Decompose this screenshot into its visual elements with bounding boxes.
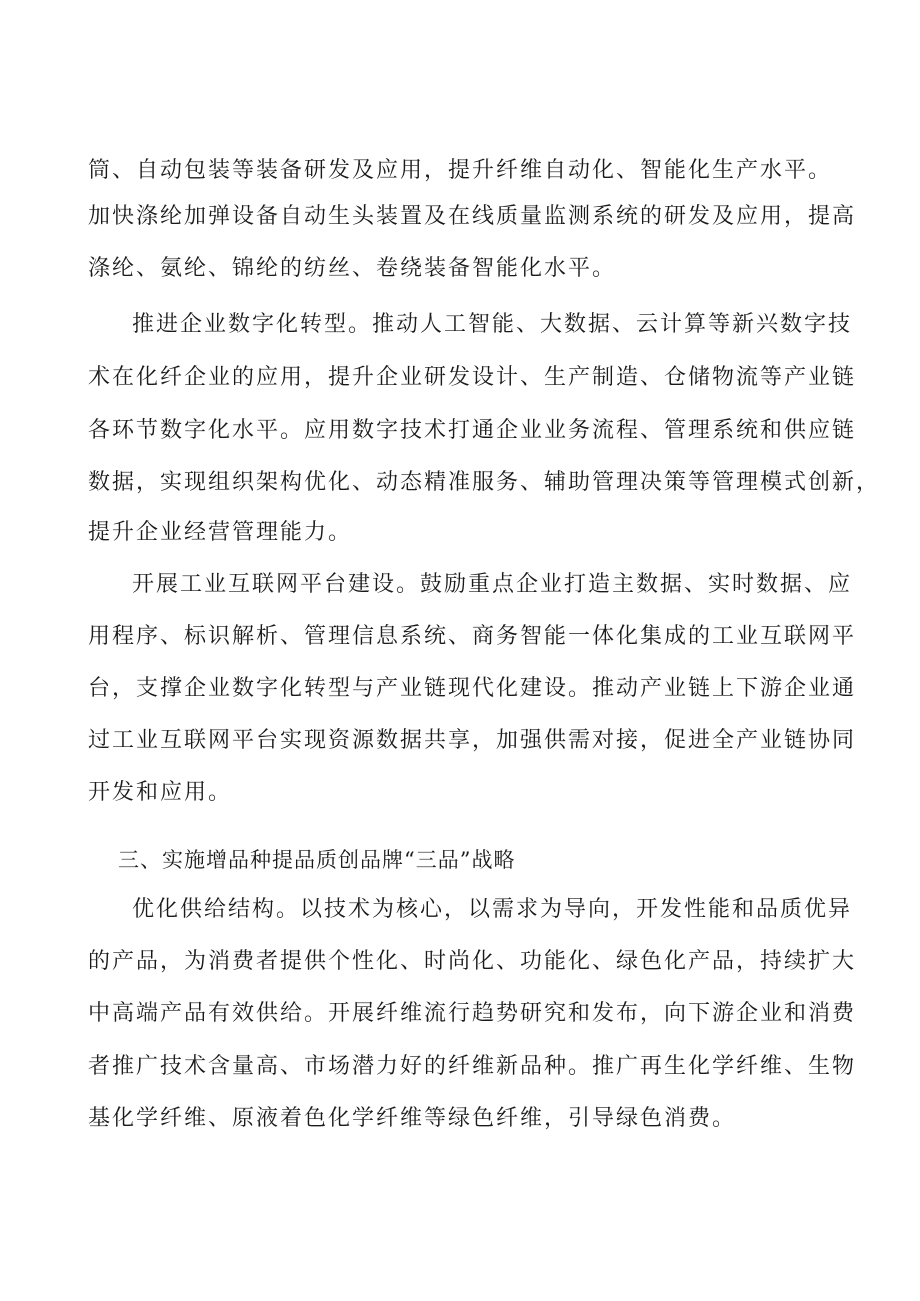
text-line: 台，支撑企业数字化转型与产业链现代化建设。推动产业链上下游企业通 xyxy=(88,676,857,701)
text-line: 加快涤纶加弹设备自动生头装置及在线质量监测系统的研发及应用，提高 xyxy=(88,204,857,229)
text-line: 用程序、标识解析、管理信息系统、商务智能一体化集成的工业互联网平 xyxy=(88,624,857,649)
section-heading: 三、实施增品种提品质创品牌“三品”战略 xyxy=(118,848,516,872)
text-line: 基化学纤维、原液着色化学纤维等绿色纤维，引导绿色消费。 xyxy=(88,1106,737,1131)
text-line: 者推广技术含量高、市场潜力好的纤维新品种。推广再生化学纤维、生物 xyxy=(88,1054,857,1079)
text-line: 推进企业数字化转型。推动人工智能、大数据、云计算等新兴数字技 xyxy=(132,312,853,337)
text-line: 术在化纤企业的应用，提升企业研发设计、生产制造、仓储物流等产业链 xyxy=(88,365,857,390)
text-line: 开展工业互联网平台建设。鼓励重点企业打造主数据、实时数据、应 xyxy=(132,572,853,597)
text-line: 过工业互联网平台实现资源数据共享，加强供需对接，促进全产业链协同 xyxy=(88,728,857,753)
text-line: 开发和应用。 xyxy=(88,780,233,805)
text-line: 的产品，为消费者提供个性化、时尚化、功能化、绿色化产品，持续扩大 xyxy=(88,949,857,974)
text-line: 优化供给结构。以技术为核心，以需求为导向，开发性能和品质优异 xyxy=(132,897,853,922)
text-line: 中高端产品有效供给。开展纤维流行趋势研究和发布，向下游企业和消费 xyxy=(88,1001,857,1026)
text-line: 提升企业经营管理能力。 xyxy=(88,520,353,545)
text-line: 筒、自动包装等装备研发及应用，提升纤维自动化、智能化生产水平。 xyxy=(88,158,833,183)
text-line: 涤纶、氨纶、锦纶的纺丝、卷绕装备智能化水平。 xyxy=(88,256,617,281)
text-line: 数据，实现组织架构优化、动态精准服务、辅助管理决策等管理模式创新， xyxy=(88,470,881,495)
text-line: 各环节数字化水平。应用数字技术打通企业业务流程、管理系统和供应链 xyxy=(88,418,857,443)
